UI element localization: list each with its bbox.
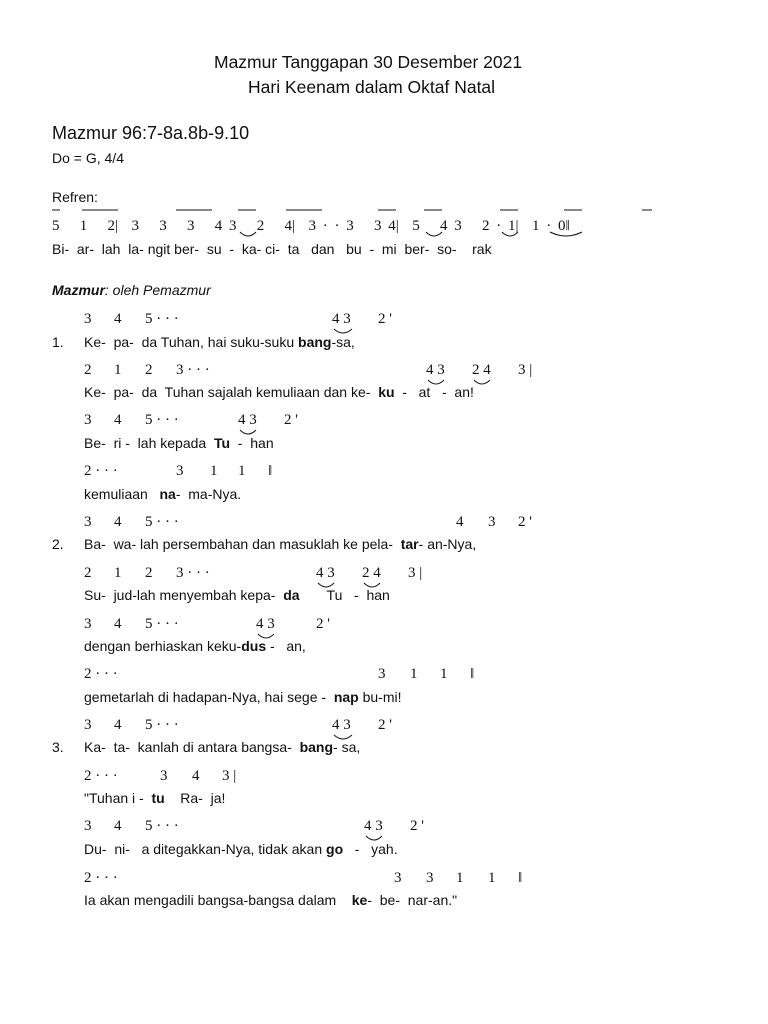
note: 2 ' [410, 818, 424, 834]
verse-number: 3. [52, 739, 64, 755]
page-subtitle: Hari Keenam dalam Oktaf Natal [248, 77, 496, 97]
note: 5 · · · [145, 717, 179, 733]
lyric-line [84, 385, 474, 399]
note: 1 [488, 870, 496, 886]
page-title: Mazmur Tanggapan 30 Desember 2021 [214, 52, 523, 72]
note: 3 [84, 514, 92, 530]
note: 2 4 [472, 362, 491, 378]
lyric-line [84, 588, 390, 602]
note: 5 · · · [145, 311, 179, 327]
lyric-line [84, 740, 360, 754]
lyric-text: - an, [266, 638, 306, 654]
note: 4 [114, 616, 122, 632]
note: 5 · · · [145, 412, 179, 428]
note: 4 [114, 514, 122, 530]
refrain-lyrics: Bi- ar- lah la- ngit ber- su - ka- ci- ta dan bu - mi ber- so- rak [52, 241, 492, 257]
note: 1 [114, 565, 122, 581]
slur-mark [474, 380, 490, 384]
note: 3 | [518, 362, 533, 378]
lyric-text: - yah. [343, 841, 398, 857]
note: 4 3 [332, 717, 351, 733]
note: 4 3 [332, 311, 351, 327]
note: 3 | [222, 768, 237, 784]
note: 3 [488, 514, 496, 530]
refrain-notes: 5 1 2| 3 3 3 4 3 2 4| 3 · · 3 3 4| 5 4 3 2 · 1| 1 · 0‖ [52, 218, 570, 234]
note: 3 [394, 870, 402, 886]
note: 3 · · · [176, 565, 210, 581]
lyric-text: - sa, [333, 739, 361, 755]
note: 4 3 [256, 616, 275, 632]
note: 3 [84, 412, 92, 428]
note: 4 3 [238, 412, 257, 428]
lyric-line [84, 537, 476, 551]
lyric-accent: nap [333, 689, 359, 705]
lyric-accent: Tu [213, 435, 231, 451]
note: 2 [84, 362, 92, 378]
note: 5 · · · [145, 514, 179, 530]
note: 4 [114, 717, 122, 733]
refrain-label: Refren: [52, 189, 98, 205]
lyric-text: Ia akan mengadili bangsa-bangsa dalam [84, 892, 352, 908]
lyric-text: - an-Nya, [418, 536, 477, 552]
lyric-accent: tar [400, 536, 419, 552]
note: 3 [84, 717, 92, 733]
note: 3 · · · [176, 362, 210, 378]
note: 4 [456, 514, 464, 530]
lyric-accent: na [159, 486, 176, 502]
lyric-text: Ke- pa- da Tuhan, hai suku-suku [84, 334, 299, 350]
lyric-text: Su- jud-lah menyembah kepa- [84, 587, 284, 603]
slur-mark [366, 836, 382, 840]
note: 3 [84, 818, 92, 834]
lyric-text: dengan berhiaskan keku- [84, 638, 242, 654]
lyric-text: kemuliaan [84, 486, 160, 502]
psalm-reference: Mazmur 96:7-8a.8b-9.10 [52, 123, 250, 143]
note: 1 [456, 870, 464, 886]
key-signature: Do = G, 4/4 [52, 150, 124, 166]
note: 3 [378, 666, 386, 682]
lyric-text: "Tuhan i - [84, 790, 152, 806]
note: 4 3 [426, 362, 445, 378]
lyric-text: - han [230, 435, 274, 451]
slur-mark [334, 329, 352, 333]
note: 2 · · · [84, 768, 118, 784]
slur-mark [240, 430, 256, 434]
lyric-accent: dus [241, 638, 267, 654]
lyric-text: - at - an! [394, 384, 474, 400]
lyric-text: Ra- ja! [164, 790, 226, 806]
lyric-line [84, 436, 274, 450]
lyric-line [84, 690, 402, 704]
lyric-line [84, 893, 457, 907]
lyric-accent: ku [378, 384, 395, 400]
note: ‖ [470, 666, 475, 682]
lyric-text: Du- ni- a ditegakkan-Nya, tidak akan [84, 841, 327, 857]
note: 2 ' [378, 311, 392, 327]
note: 4 [114, 311, 122, 327]
note: 2 [84, 565, 92, 581]
note: 2 · · · [84, 870, 118, 886]
lyric-text: - ma-Nya. [175, 486, 242, 502]
note: 4 [192, 768, 200, 784]
mazmur-label: Mazmur [52, 282, 105, 298]
note: 2 ' [316, 616, 330, 632]
lyric-text: Ke- pa- da Tuhan sajalah kemuliaan dan ke- [84, 384, 379, 400]
verse-number: 2. [52, 536, 64, 552]
note: 4 [114, 818, 122, 834]
lyric-line [84, 487, 241, 501]
note: 2 4 [362, 565, 381, 581]
lyric-accent: ke [351, 892, 368, 908]
lyric-text: - be- nar-an." [367, 892, 458, 908]
lyric-text: -sa, [331, 334, 355, 350]
note: ‖ [268, 463, 273, 479]
verse-number: 1. [52, 334, 64, 350]
note: 4 3 [316, 565, 335, 581]
lyric-text: Be- ri - lah kepada [84, 435, 214, 451]
lyric-text: Tu - han [299, 587, 390, 603]
note: 3 [84, 616, 92, 632]
lyric-text: bu-mi! [358, 689, 402, 705]
lyric-text: gemetarlah di hadapan-Nya, hai sege - [84, 689, 334, 705]
note: 1 [238, 463, 246, 479]
note: 1 [210, 463, 218, 479]
lyric-accent: da [283, 587, 300, 603]
note: 3 [84, 311, 92, 327]
note: 3 [176, 463, 184, 479]
note: 2 ' [284, 412, 298, 428]
lyric-accent: tu [151, 790, 165, 806]
note: 2 [145, 362, 153, 378]
lyric-line [84, 791, 225, 805]
lyric-line [84, 335, 355, 349]
lyric-accent: go [326, 841, 344, 857]
lyric-accent: bang [299, 739, 334, 755]
lyric-accent: bang [298, 334, 332, 350]
note: 3 [426, 870, 434, 886]
note: 3 [160, 768, 168, 784]
note: 2 ' [518, 514, 532, 530]
note: 2 ' [378, 717, 392, 733]
note: 5 · · · [145, 818, 179, 834]
lyric-text: Ka- ta- kanlah di antara bangsa- [84, 739, 300, 755]
note: 1 [114, 362, 122, 378]
note: 2 · · · [84, 463, 118, 479]
note: 4 [114, 412, 122, 428]
note: 1 [440, 666, 448, 682]
note: 3 | [408, 565, 423, 581]
lyric-line [84, 639, 306, 653]
note: 4 3 [364, 818, 383, 834]
note: 2 · · · [84, 666, 118, 682]
lyric-text: Ba- wa- lah persembahan dan masuklah ke pela- [84, 536, 401, 552]
mazmur-suffix: : oleh Pemazmur [104, 282, 211, 298]
note: 2 [145, 565, 153, 581]
note: 5 · · · [145, 616, 179, 632]
note: 1 [410, 666, 418, 682]
note: ‖ [518, 870, 523, 886]
lyric-line [84, 842, 398, 856]
